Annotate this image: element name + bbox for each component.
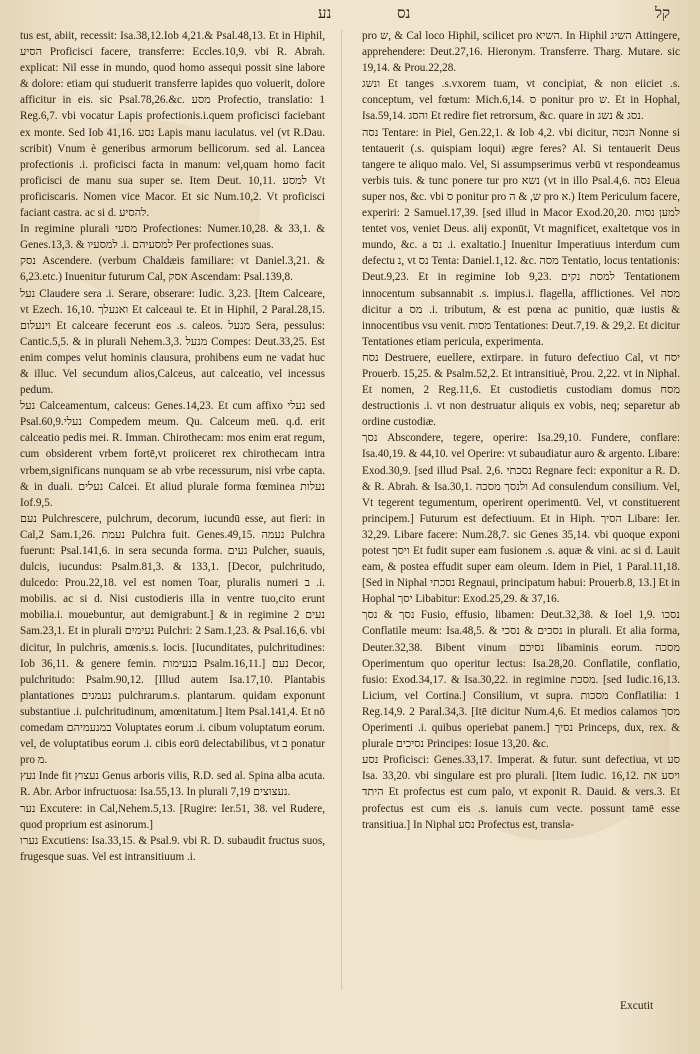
entry-paragraph: נערו Excutiens: Isa.33,15. & Psal.9. vbi R. D. subaudit fructus suos, frugesque suas. Vel est intransitiuum .i. xyxy=(20,834,325,863)
page-number: קל xyxy=(655,6,671,22)
column-divider xyxy=(341,30,342,990)
catchword: Excutit xyxy=(620,1000,654,1012)
entry-paragraph: נעל Claudere sera .i. Serare, obserare: Iudic. 3,23. [Item Calceare, vt Ezech. 16,10. ואנעלך Et calceaui te. Et in Hiphil, 2 Paral.28,15. וינעלום Et calceare fecerunt eos .s. caleos. מנעל Sera, pessulus: Cantic.5,5. & in plurali Nehem.3,3. מנעל Compes: Deut.33,25. Est enim compes velut hominis clausura, prohibens eum ne vadat huc & illuc. Vel secundum alios,Calceus, aut calceatio, vel incessus pedum. xyxy=(20,287,325,397)
entry-paragraph: נעל Calceamentum, calceus: Genes.14,23. Et cum affixo נעלי sed Psal.60,9.נעלי Compedem meum. Qu. Calceum meū. q.d. erit calceatio pedis mei. R. Imman. Chirothecam: mos enim erat regum, cum obsiderent vrbem fortē,vt proiiceret rex chirothecam intra vrbem,significans nunquam se ab vrbe recessurum, nisi vrbe capta. & in duali. נעלים Calcei. Et aliud plurale forma fœminea נעלות Iof.9,5. xyxy=(20,400,325,509)
entry-paragraph: נער Excutere: in Cal,Nehem.5,13. [Rugire: Ier.51, 38. vel Rudere, quod proprium est asinorum.] xyxy=(20,802,325,831)
entry-paragraph: נעץ Inde fit נעצוץ Genus arboris vilis, R.D. sed al. Spina alba acuta. R. Abr. Arbor infructuosa: Isa.55,13. In plurali נעצוצים 7,19. xyxy=(20,770,325,799)
running-head-left: נע xyxy=(318,6,332,22)
entry-paragraph: נסע Proficisci: Genes.33,17. Imperat. & futur. sunt defectiua, vt סע Isa. 33,20. vbi singulare est pro plurali. [Item Iudic. 16,12. ויסע את היתד Et profectus est cum palo, vt exponit R. Dauid. & vers.3. Et profectus est cum eis .s. ianuis cum vecte. possunt tamē esse transitiua.] In Niphal נסע Profectus est, transla- xyxy=(362,754,680,831)
entry-paragraph: נעם Pulchrescere, pulchrum, decorum, iucundū esse, aut fieri: in Cal,2 Sam.1,26. נעמת Pulchra fuit. Genes.49,15. נעמה Pulchra fuerunt: Psal.141,6. in sera secunda forma. נעים Pulcher, suauis, dulcis, iucundus: Psalm.81,3. & 133,1. [Decor, pulchritudo, dulcedo: Prou.22,18. vel est nomen Toar, pluralis numeri ב .i. mobilis. ac si d. Nisi custodieris illa in ventre tuo,cito erunt mobilia.i. mouebuntur, aut demigrabunt.] & in regimine נעים 2 Sam.23,1. Et in plurali נעימים Pulchri: 2 Sam.1,23. & Psal.16,6. vbi dicitur, In pulchris, amœnis.s. locis. [Iucunditates, pulchritudines: Iob 36,11. & genere femin. בנעימות Psalm.16,11.] נעם Decor, pulchritudo: Psalm.90,12. [Illud autem Isa.17,10. Plantabis plantationes נעמנים pulchrarum.s. plantarum. quidam exponunt substantiue .i. pulchritudinum, amœnitatum.] Item Psal.141,4. Et nō comedam במנעמיהם Voluptates eorum .i. cibum voluptatum eorum. vel, de voluptatibus eorum .i. cibis eorū delectabilibus, vt ב ponatur pro מ. xyxy=(20,512,325,767)
entry-paragraph: נסך Abscondere, tegere, operire: Isa.29,10. Fundere, conflare: Isa.40,19. & 44,10. vel Operire: vt subaudiatur auro & argento. Libare: Exod.30,9. [sed illud Psal. 2,6. נסכתי Regnare feci: exponitur a R. D. & R. Abrah. & Isa.30,1. ולנסך מסכה Ad consulendum consilium. Vel, Vt tegerent tegumentum, operirent operimentū. Vel, vt constituerent principem.] Futurum est defectiuum. Et in Hiph. הסיך Libare: Ier. 32,29. Libare facere: Num.28,7. sic Genes 35,14. vbi quoque exponi potest ויסך Et fudit super eam fusionem .s. aquæ & vini. ac si d. Lauit eam, & postea effudit super eam oleum. Idem in Piel, 1 Paral.11,18. [Sed in Niphal נסכתי Regnaui, principatum habui: Prouerb.8, 13.] Et in Hophal יסך Libabitur: Exod.25,29. & 37,16. xyxy=(362,432,680,606)
entry-paragraph: נסק Ascendere. (verbum Chaldæis familiare: vt Daniel.3,21. & 6,23.etc.) Inuenitur futurum Cal, אסק Ascendam: Psal.139,8. xyxy=(20,255,325,284)
running-head-right: נס xyxy=(397,6,411,22)
left-column xyxy=(20,28,325,1028)
entry-paragraph: נסח Destruere, euellere, extirpare. in futuro defectiuo Cal, vt יסח Prouerb. 15,25. & Psalm.52,2. Et intransitiuè, Prou. 2,22. vt in Niphal. Et nomen, 2 Reg.11,6. Et custodietis custodiam domus מסח destructionis .i. vt non destruatur aliquis ex vobis, neq; separetur ab ordine custodiæ. xyxy=(362,351,680,429)
entry-paragraph: In regimine plurali מסעי Profectiones: Numer.10,28. & 33,1. & Genes.13,3. & למסעיו .i. למסעיהם Per profectiones suas. xyxy=(20,223,325,252)
entry-paragraph: ונשג Et tanges .s.vxorem tuam, vt concipiat, & non eiiciet .s. conceptum, vel fœtum: Mich.6,14. ס ponitur pro ש. Et in Hophal, Isa.59,14. והסג Et redire fiet retrorsum, &c. quare in נסג & נשג. xyxy=(362,78,680,123)
right-column xyxy=(362,28,680,1028)
entry-paragraph: pro ש, & Cal loco Hiphil, scilicet pro השיא. In Hiphil השיג Attingere, apprehendere: Deut.27,16. Hieronym. Transferre. Tharg. Mutare. sic 19,14. & Prou.22,28. xyxy=(362,30,680,75)
entry-paragraph: נסך & נסך Fusio, effusio, libamen: Deut.32,38. & Ioel 1,9. נסכו Conflatile meum: Isa.48,5. & נסכים & נסכי in plurali. Et alia forma, Deuter.32,38. Bibent vinum נסיכם libaminis eorum. מסכה Operimentum quo operitur lectus: Isa.28,20. Conflatile, conflatio, fusio: Exod.34,17. & Isa.30,22. in regimine מסכת. [sed Iudic.16,13. Licium, vel Cortina.] Consilium, vt supra. מסכות Conflatilia: 1 Reg.14,9. 2 Paral.34,3. [Itē dicitur Num.4,6. Et medios calamos מסך Operimenti .i. quibus operiebat panem.] נסיך Princeps, dux, rex. & plurale נסיכים Principes: Iosue 13,20. &c. xyxy=(362,609,680,751)
entry-paragraph: נסה Tentare: in Piel, Gen.22,1. & Iob 4,2. vbi dicitur, הנסה Nonne si tentauerit (.s. quispiam loqui) ægre feres? Al. Si tentauerit Deus tangere te aliquo malo. Vel, Si assumpserimus verbū vt respondeamus verbis tuis. & tunc ponere tur pro נשא (vt in illo Psal.4,6. נסה Eleua super nos, &c. vbi ס ponitur pro ש, & ה pro א.) Item Periculum facere, experiri: 2 Samuel.17,39. [sed illud in Macor Exod.20,20. למען נסות tentet vos, veniet Deus. alij exponūt, Vt magnificet, exaltetque vos in mundo, &c. a נס .i. exaltatio.] Inuenitur Imperatiuus interdum cum defectu נ, vt נס Tenta: Daniel.1,12. &c. מסה Tentatio, locus tentationis: Deut.9,23. Et in regimine Iob 9,23. למסת נקים Tentationem innocentum subsannabit .s. impius.i. flagella, afflictiones. Vel מסה dicitur a מס .i. tributum, & est pœna ac punitio, quæ iustis & innocentibus vsu venit. מסות Tentationes: Deut.7,19. & 29,2. Et dicitur Tentationes etiam pericula, experimenta. xyxy=(362,126,680,348)
entry-paragraph: tus est, abiit, recessit: Isa.38,12.Iob 4,21.& Psal.48,13. Et in Hiphil, הסיע Proficisci facere, transferre: Eccles.10,9. vbi R. Abrah. explicat: Nil esse in mundo, quod homo assequi possit sine labore & dolore: etiam qui studuerit transferre lapides quo voluerit, dolore afficitur in eis. sic Psal.78,26.&c. מסע Profectio, translatio: 1 Reg.6,7. vbi vocatur Lapis profectionis.i.quem proficisci faciebant ex monte. Sed Iob 41,16. נסע Lapis manu iaculatus. vel (vt R.Dau. scribit) Vnum è generibus armorum bellicorum. sed al. Lancea profectionis .i. proficisci facta in manum: vel,quam homo facit proficisci de manu sua super se. Item Deut. 10,11. למסע Vt proficiscaris. Nomen vice Macor. Et sic Num.10,2. Vt proficisci faciant castra. ac si d. להסיע. xyxy=(20,30,325,220)
